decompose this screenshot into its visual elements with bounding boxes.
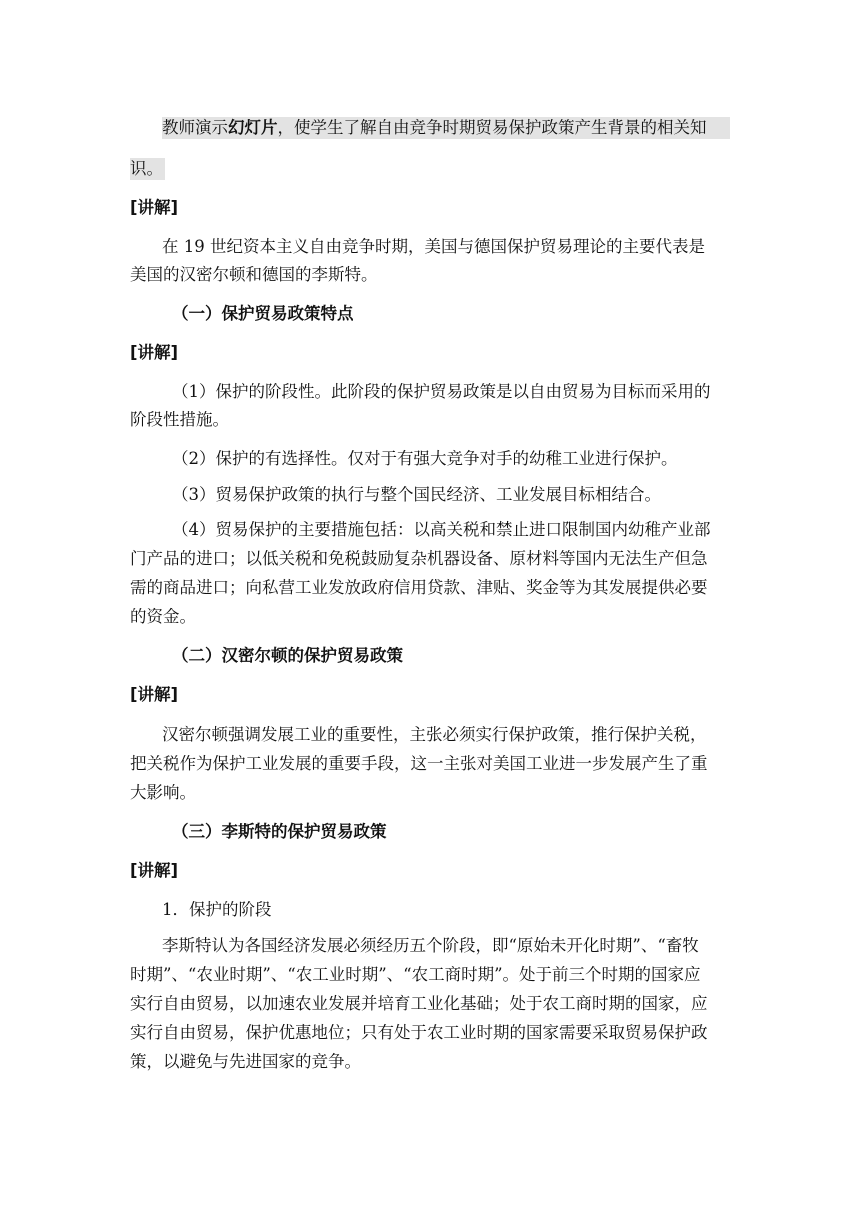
section-heading: （二）汉密尔顿的保护贸易政策 <box>172 646 403 665</box>
paragraph-line: 大影响。 <box>130 783 196 802</box>
section-tag: [讲解] <box>130 685 179 704</box>
section-tag: [讲解] <box>130 861 179 880</box>
intro-line-2: 识。 <box>130 159 163 178</box>
paragraph-line: 门产品的进口；以低关税和免税鼓励复杂机器设备、原材料等国内无法生产但急 <box>130 549 708 568</box>
intro-text-post: ，使学生了解自由竞争时期贸易保护政策产生背景的相关知 <box>277 118 707 137</box>
paragraph-line: 阶段性措施。 <box>130 410 229 429</box>
section-heading: （一）保护贸易政策特点 <box>172 304 354 323</box>
paragraph-line: 美国的汉密尔顿和德国的李斯特。 <box>130 265 378 284</box>
paragraph-line: 汉密尔顿强调发展工业的重要性，主张必须实行保护政策，推行保护关税， <box>162 725 707 744</box>
paragraph-line: 实行自由贸易，保护优惠地位；只有处于农工业时期的国家需要采取贸易保护政 <box>130 1023 708 1042</box>
section-tag: [讲解] <box>130 343 179 362</box>
section-heading: （三）李斯特的保护贸易政策 <box>172 822 387 841</box>
paragraph-line: 李斯特认为各国经济发展必须经历五个阶段，即“原始未开化时期”、“畜牧 <box>162 936 699 955</box>
paragraph-line: （2）保护的有选择性。仅对于有强大竞争对手的幼稚工业进行保护。 <box>172 449 678 468</box>
paragraph-line: 实行自由贸易，以加速农业发展并培育工业化基础；处于农工商时期的国家，应 <box>130 994 708 1013</box>
paragraph-line: （1）保护的阶段性。此阶段的保护贸易政策是以自由贸易为目标而采用的 <box>172 382 711 401</box>
paragraph-line: （3）贸易保护政策的执行与整个国民经济、工业发展目标相结合。 <box>172 485 661 504</box>
section-tag: [讲解] <box>130 198 179 217</box>
paragraph-line: 时期”、“农业时期”、“农工业时期”、“农工商时期”。处于前三个时期的国家应 <box>130 965 701 984</box>
paragraph-line: 的资金。 <box>130 607 196 626</box>
intro-line-1 <box>162 117 730 139</box>
paragraph-line: 把关税作为保护工业发展的重要手段，这一主张对美国工业进一步发展产生了重 <box>130 754 708 773</box>
intro-text-bold: 幻灯片 <box>228 118 278 137</box>
paragraph-line: 1．保护的阶段 <box>162 900 272 919</box>
paragraph-line: 在 19 世纪资本主义自由竞争时期，美国与德国保护贸易理论的主要代表是 <box>162 237 705 256</box>
paragraph-line: 策，以避免与先进国家的竞争。 <box>130 1052 361 1071</box>
paragraph-line: （4）贸易保护的主要措施包括：以高关税和禁止进口限制国内幼稚产业部 <box>172 520 711 539</box>
paragraph-line: 需的商品进口；向私营工业发放政府信用贷款、津贴、奖金等为其发展提供必要 <box>130 578 708 597</box>
intro-text-pre: 教师演示 <box>162 118 228 137</box>
